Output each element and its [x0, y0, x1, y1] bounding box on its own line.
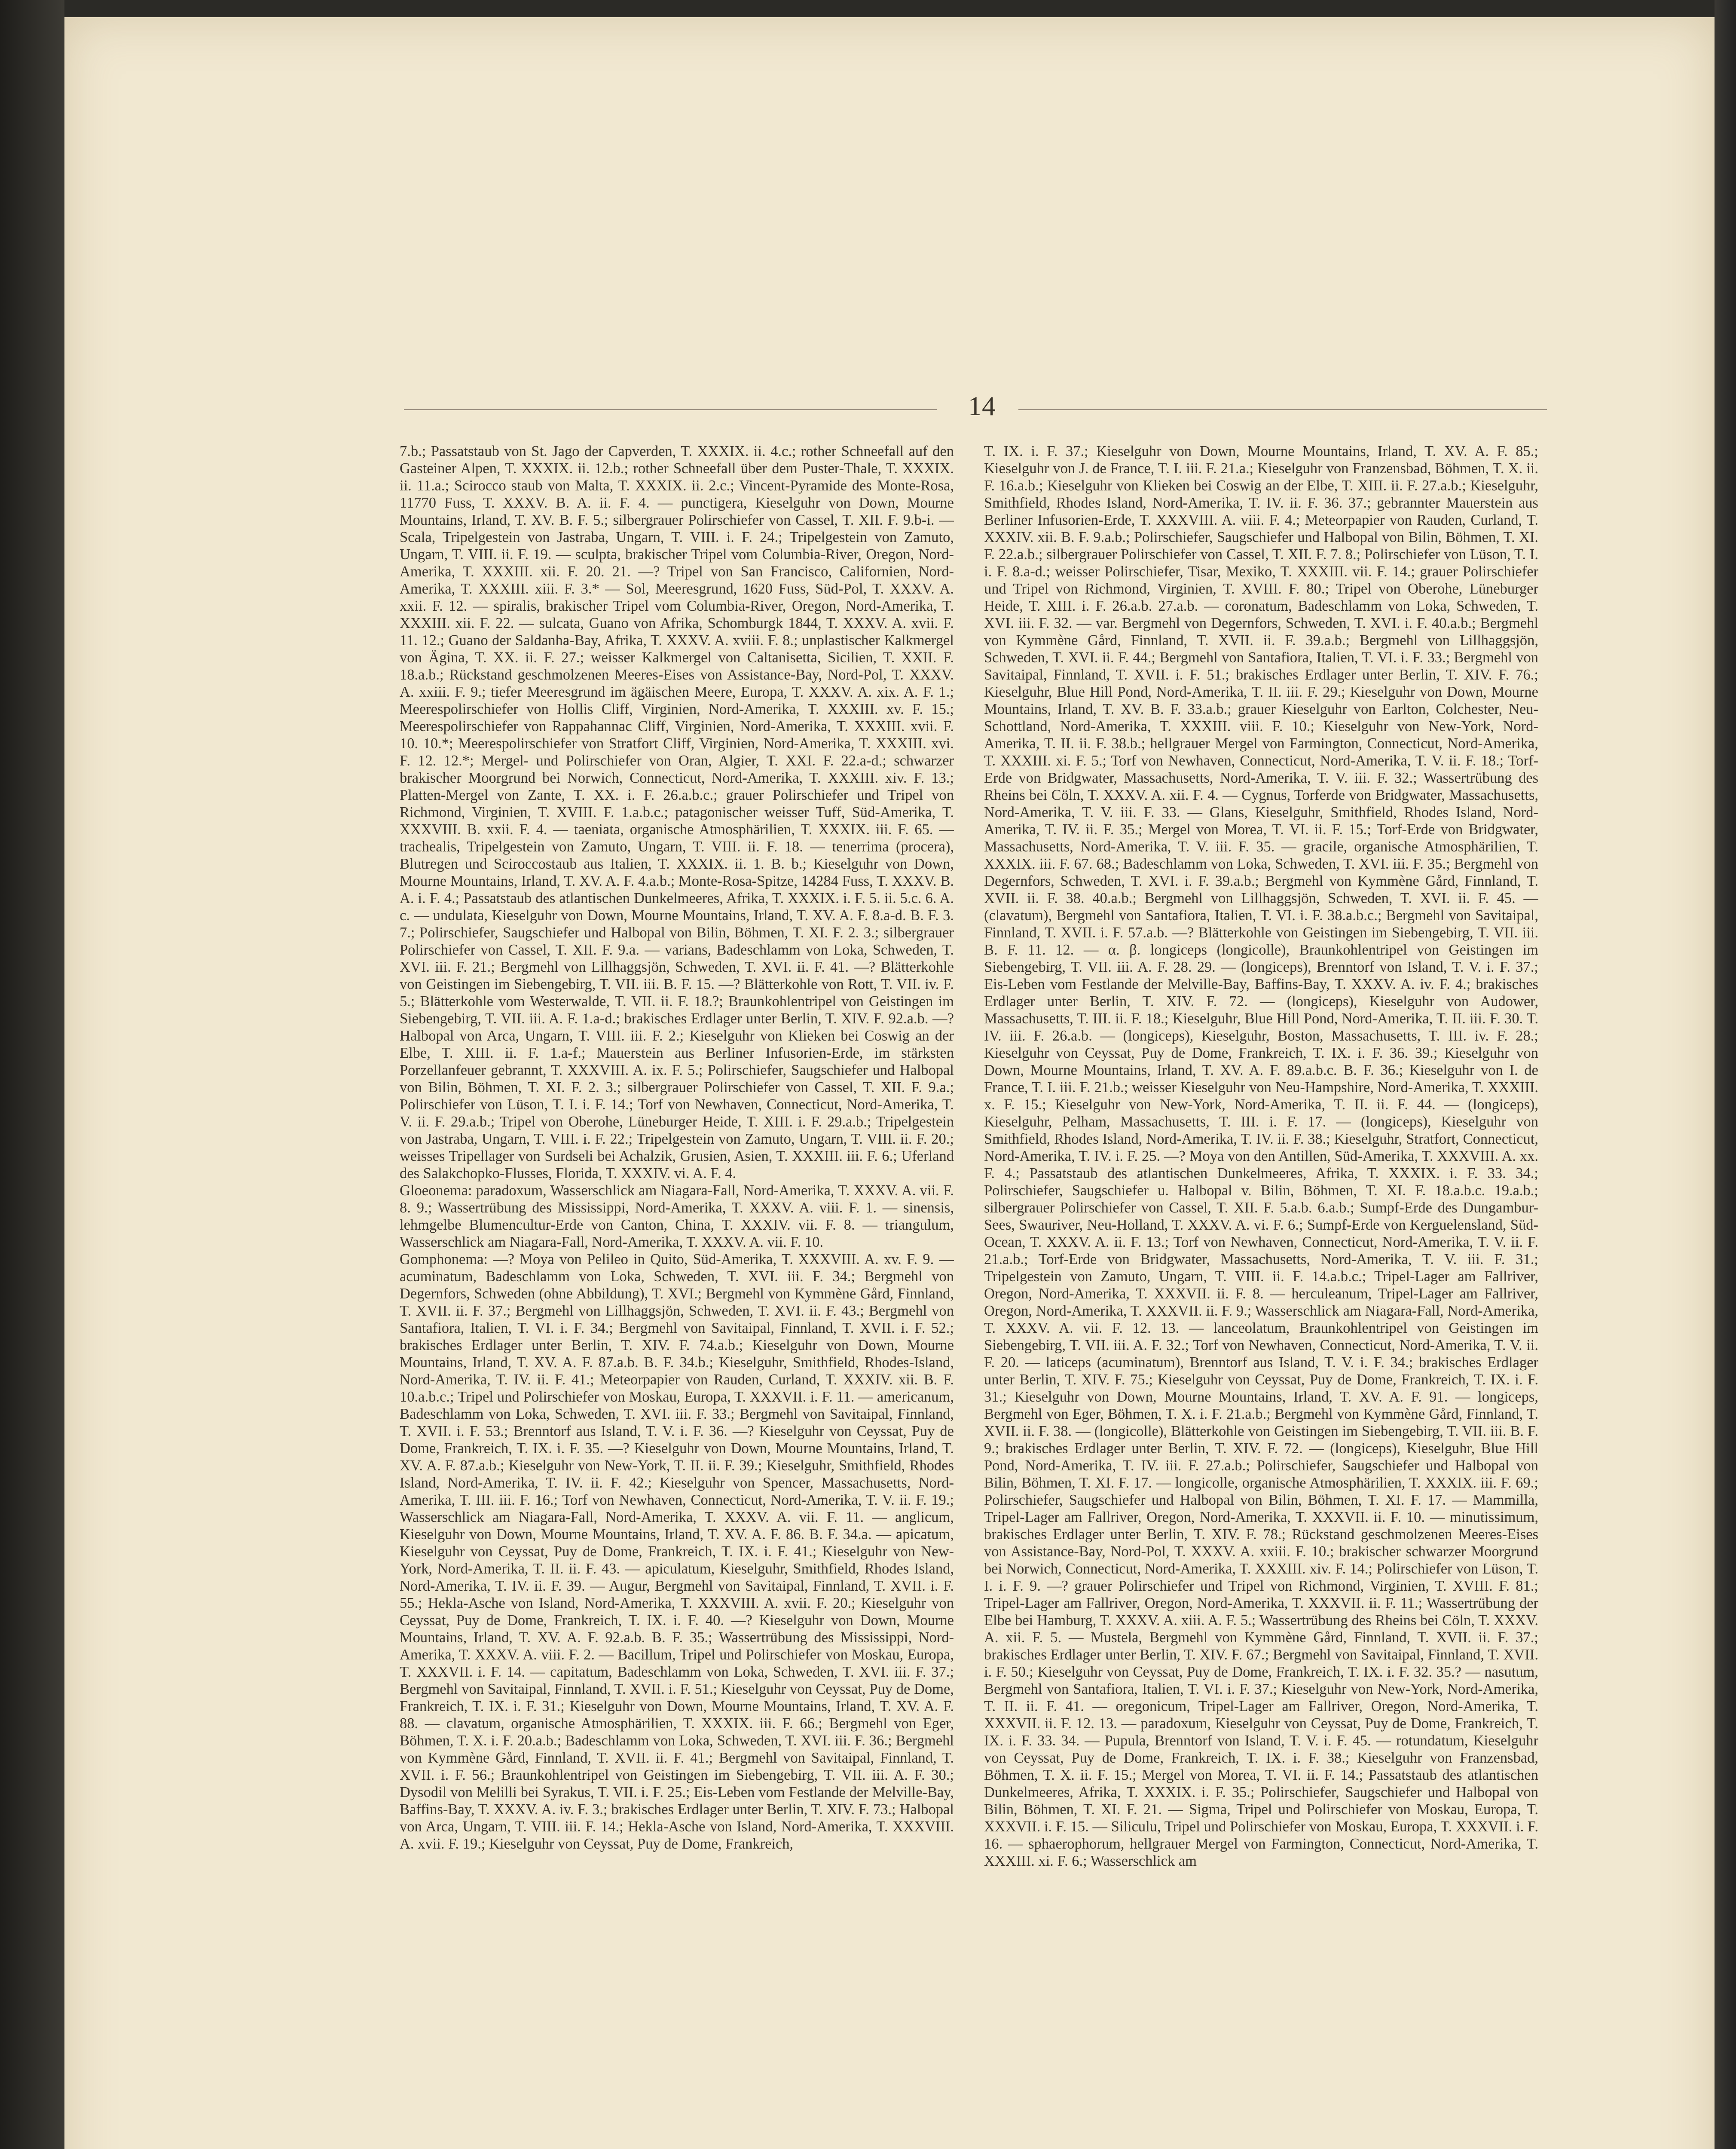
header-rule-right [1018, 409, 1547, 410]
page-number: 14 [968, 391, 996, 421]
scan-border-left [0, 0, 64, 2149]
paragraph: T. IX. i. F. 37.; Kieselguhr von Down, Mourne Mountains, Irland, T. XV. A. F. 85.; Kieselguhr von J. de France, T. I. iii. F. 21.a.; Kieselguhr von Franzensbad, Böhmen, T. X. ii. F. 16.a.b.; Kieselguhr von Klieken bei Coswig an der Elbe, T. XIII. ii. F. 27.a.b.; Kieselguhr, Smithfield, Rhodes Island, Nord-Amerika, T. IV. ii. F. 36. 37.; gebrannter Mauerstein aus Berliner Infusorien-Erde, T. XXXVIII. A. viii. F. 4.; Meteorpapier von Rauden, Curland, T. XXXIV. xii. B. F. 9.a.b.; Polirschiefer, Saugschiefer und Halbopal von Bilin, Böhmen, T. XI. F. 22.a.b.; silbergrauer Polirschiefer von Cassel, T. XII. F. 7. 8.; Polirschiefer von Lüson, T. I. i. F. 8.a-d.; weisser Polirschiefer, Tisar, Mexiko, T. XXXIII. vii. F. 14.; grauer Polirschiefer und Tripel von Richmond, Virginien, T. XVIII. F. 80.; Tripel von Oberohe, Lüneburger Heide, T. XIII. i. F. 26.a.b. 27.a.b. — coronatum, Badeschlamm von Loka, Schweden, T. XVI. iii. F. 32. — var. Bergmehl von Degernfors, Schweden, T. XVI. i. F. 40.a.b.; Bergmehl von Kymmène Gård, Finnland, T. XVII. ii. F. 39.a.b.; Bergmehl von Lillhaggsjön, Schweden, T. XVI. ii. F. 44.; Bergmehl von Santafiora, Italien, T. VI. i. F. 33.; Bergmehl von Savitaipal, Finnland, T. XVII. i. F. 51.; brakisches Erdlager unter Berlin, T. XIV. F. 76.; Kieselguhr, Blue Hill Pond, Nord-Amerika, T. II. iii. F. 29.; Kieselguhr von Down, Mourne Mountains, Irland, T. XV. B. F. 33.a.b.; grauer Kieselguhr von Earlton, Colchester, Neu-Schottland, Nord-Amerika, T. XXXIII. viii. F. 10.; Kieselguhr von New-York, Nord-Amerika, T. II. ii. F. 38.b.; hellgrauer Mergel von Farmington, Connecticut, Nord-Amerika, T. XXXIII. xi. F. 5.; Torf von Newhaven, Connecticut, Nord-Amerika, T. V. ii. F. 18.; Torf-Erde von Bridgwater, Massachusetts, Nord-Amerika, T. V. iii. F. 32.; Wassertrübung des Rheins bei Cöln, T. XXXV. A. xii. F. 4. — Cygnus, Torferde von Bridgwater, Massachusetts, Nord-Amerika, T. V. iii. F. 33. — Glans, Kieselguhr, Smithfield, Rhodes Island, Nord-Amerika, T. IV. ii. F. 35.; Mergel von Morea, T. VI. ii. F. 15.; Torf-Erde von Bridgwater, Massachusetts, Nord-Amerika, T. V. iii. F. 35. — gracile, organische Atmosphärilien, T. XXXIX. iii. F. 67. 68.; Badeschlamm von Loka, Schweden, T. XVI. iii. F. 35.; Bergmehl von Degernfors, Schweden, T. XVI. i. F. 39.a.b.; Bergmehl von Kymmène Gård, Finnland, T. XVII. ii. F. 38. 40.a.b.; Bergmehl von Lillhaggsjön, Schweden, T. XVI. ii. F. 45. — (clavatum), Bergmehl von Santafiora, Italien, T. VI. i. F. 38.a.b.c.; Bergmehl von Savitaipal, Finnland, T. XVII. i. F. 57.a.b. —? Blätterkohle von Geistingen im Siebengebirg, T. VII. iii. B. F. 11. 12. — α. β. longiceps (longicolle), Braunkohlentripel von Geistingen im Siebengebirg, T. VII. iii. A. F. 28. 29. — (longiceps), Brenntorf von Island, T. V. i. F. 37.; Eis-Leben vom Festlande der Melville-Bay, Baffins-Bay, T. XXXV. A. iv. F. 4.; brakisches Erdlager unter Berlin, T. XIV. F. 72. — (longiceps), Kieselguhr von Audower, Massachusetts, T. III. ii. F. 18.; Kieselguhr, Blue Hill Pond, Nord-Amerika, T. II. iii. F. 30. T. IV. iii. F. 26.a.b. — (longiceps), Kieselguhr, Boston, Massachusetts, T. III. iv. F. 28.; Kieselguhr von Ceyssat, Puy de Dome, Frankreich, T. IX. i. F. 36. 39.; Kieselguhr von Down, Mourne Mountains, Irland, T. XV. A. F. 89.a.b.c. B. F. 36.; Kieselguhr von I. de France, T. I. iii. F. 21.b.; weisser Kieselguhr von Neu-Hampshire, Nord-Amerika, T. XXXIII. x. F. 15.; Kieselguhr von New-York, Nord-Amerika, T. II. ii. F. 44. — (longiceps), Kieselguhr, Pelham, Massachusetts, T. III. i. F. 17. — (longiceps), Kieselguhr von Smithfield, Rhodes Island, Nord-Amerika, T. IV. ii. F. 38.; Kieselguhr, Stratfort, Connecticut, Nord-Amerika, T. IV. i. F. 25. —? Moya von den Antillen, Süd-Amerika, T. XXXVIII. A. xx. F. 4.; Passatstaub des atlantischen Dunkelmeeres, Afrika, T. XXXIX. i. F. 33. 34.; Polirschiefer, Saugschiefer u. Halbopal v. Bilin, Böhmen, T. XI. F. 18.a.b.c. 19.a.b.; silbergrauer Polirschiefer von Cassel, T. XII. F. 5.a.b. 6.a.b.; Sumpf-Erde des Dungambur-Sees, Swauriver, Neu-Holland, T. XXXV. A. vi. F. 6.; Sumpf-Erde von Kerguelensland, Süd-Ocean, T. XXXV. A. ii. F. 13.; Torf von Newhaven, Connecticut, Nord-Amerika, T. V. ii. F. 21.a.b.; Torf-Erde von Bridgwater, Massachusetts, Nord-Amerika, T. V. iii. F. 31.; Tripelgestein von Zamuto, Ungarn, T. VIII. ii. F. 14.a.b.c.; Tripel-Lager am Fallriver, Oregon, Nord-Amerika, T. XXXVII. ii. F. 8. — herculeanum, Tripel-Lager am Fallriver, Oregon, Nord-Amerika, T. XXXVII. ii. F. 9.; Wasserschlick am Niagara-Fall, Nord-Amerika, T. XXXV. A. vii. F. 12. 13. — lanceolatum, Braunkohlentripel von Geistingen im Siebengebirg, T. VII. iii. A. F. 32.; Torf von Newhaven, Connecticut, Nord-Amerika, T. V. ii. F. 20. — laticeps (acuminatum), Brenntorf aus Island, T. V. i. F. 34.; brakisches Erdlager unter Berlin, T. XIV. F. 75.; Kieselguhr von Ceyssat, Puy de Dome, Frankreich, T. IX. i. F. 31.; Kieselguhr von Down, Mourne Mountains, Irland, T. XV. A. F. 91. — longiceps, Bergmehl von Eger, Böhmen, T. X. i. F. 21.a.b.; Bergmehl von Kymmène Gård, Finnland, T. XVII. ii. F. 38. — (longicolle), Blätterkohle von Geistingen im Siebengebirg, T. VII. iii. B. F. 9.; brakisches Erdlager unter Berlin, T. XIV. F. 72. — (longiceps), Kieselguhr, Blue Hill Pond, Nord-Amerika, T. IV. iii. F. 27.a.b.; Polirschiefer, Saugschiefer und Halbopal von Bilin, Böhmen, T. XI. F. 17. — longicolle, organische Atmosphärilien, T. XXXIX. iii. F. 69.; Polirschiefer, Saugschiefer und Halbopal von Bilin, Böhmen, T. XI. F. 17. — Mammilla, Tripel-Lager am Fallriver, Oregon, Nord-Amerika, T. XXXVII. ii. F. 10. — minutissimum, brakisches Erdlager unter Berlin, T. XIV. F. 78.; Rückstand geschmolzenen Meeres-Eises von Assistance-Bay, Nord-Pol, T. XXXV. A. xxiii. F. 10.; brakischer schwarzer Moorgrund bei Norwich, Connecticut, Nord-Amerika, T. XXXIII. xiv. F. 14.; Polirschiefer von Lüson, T. I. i. F. 9. —? grauer Polirschiefer und Tripel von Richmond, Virginien, T. XVIII. F. 81.; Tripel-Lager am Fallriver, Oregon, Nord-Amerika, T. XXXVII. ii. F. 11.; Wassertrübung der Elbe bei Hamburg, T. XXXV. A. xiii. A. F. 5.; Wassertrübung des Rheins bei Cöln, T. XXXV. A. xii. F. 5. — Mustela, Bergmehl von Kymmène Gård, Finnland, T. XVII. ii. F. 37.; brakisches Erdlager unter Berlin, T. XIV. F. 67.; Bergmehl von Savitaipal, Finnland, T. XVII. i. F. 50.; Kieselguhr von Ceyssat, Puy de Dome, Frankreich, T. IX. i. F. 32. 35.? — nasutum, Bergmehl von Santafiora, Italien, T. VI. i. F. 37.; Kieselguhr von New-York, Nord-Amerika, T. II. ii. F. 41. — oregonicum, Tripel-Lager am Fallriver, Oregon, Nord-Amerika, T. XXXVII. ii. F. 12. 13. — paradoxum, Kieselguhr von Ceyssat, Puy de Dome, Frankreich, T. IX. i. F. 33. 34. — Pupula, Brenntorf von Island, T. V. i. F. 45. — rotundatum, Kieselguhr von Ceyssat, Puy de Dome, Frankreich, T. IX. i. F. 38.; Kieselguhr von Franzensbad, Böhmen, T. X. ii. F. 15.; Mergel von Morea, T. VI. ii. F. 14.; Passatstaub des atlantischen Dunkelmeeres, Afrika, T. XXXIX. i. F. 35.; Polirschiefer, Saugschiefer und Halbopal von Bilin, Böhmen, T. XI. F. 21. — Sigma, Tripel und Polirschiefer von Moskau, Europa, T. XXXVII. i. F. 15. — Siliculu, Tripel und Polirschiefer von Moskau, Europa, T. XXXVII. i. F. 16. — sphaerophorum, hellgrauer Mergel von Farmington, Connecticut, Nord-Amerika, T. XXXIII. xi. F. 6.; Wasserschlick am [984, 443, 1538, 1869]
header-rule-left [404, 409, 937, 410]
paragraph: Gloeonema: paradoxum, Wasserschlick am Niagara-Fall, Nord-Amerika, T. XXXV. A. vii. F. 8. 9.; Wassertrübung des Mississippi, Nord-Amerika, T. XXXV. A. viii. F. 1. — sinensis, lehmgelbe Blumencultur-Erde von Canton, China, T. XXXIV. vii. F. 8. — triangulum, Wasserschlick am Niagara-Fall, Nord-Amerika, T. XXXV. A. vii. F. 10. [400, 1182, 954, 1250]
paragraph: Gomphonema: —? Moya von Pelileo in Quito, Süd-Amerika, T. XXXVIII. A. xv. F. 9. — acuminatum, Badeschlamm von Loka, Schweden, T. XVI. iii. F. 34.; Bergmehl von Degernfors, Schweden (ohne Abbildung), T. XVI.; Bergmehl von Kymmène Gård, Finnland, T. XVII. ii. F. 37.; Bergmehl von Lillhaggsjön, Schweden, T. XVI. ii. F. 43.; Bergmehl von Santafiora, Italien, T. VI. i. F. 34.; Bergmehl von Savitaipal, Finnland, T. XVII. i. F. 52.; brakisches Erdlager unter Berlin, T. XIV. F. 74.a.b.; Kieselguhr von Down, Mourne Mountains, Irland, T. XV. A. F. 87.a.b. B. F. 34.b.; Kieselguhr, Smithfield, Rhodes-Island, Nord-Amerika, T. IV. ii. F. 41.; Meteorpapier von Rauden, Curland, T. XXXIV. xii. B. F. 10.a.b.c.; Tripel und Polirschiefer von Moskau, Europa, T. XXXVII. i. F. 11. — americanum, Badeschlamm von Loka, Schweden, T. XVI. iii. F. 33.; Bergmehl von Savitaipal, Finnland, T. XVII. i. F. 53.; Brenntorf aus Island, T. V. i. F. 36. —? Kieselguhr von Ceyssat, Puy de Dome, Frankreich, T. IX. i. F. 35. —? Kieselguhr von Down, Mourne Mountains, Irland, T. XV. A. F. 87.a.b.; Kieselguhr von New-York, T. II. ii. F. 39.; Kieselguhr, Smithfield, Rhodes Island, Nord-Amerika, T. IV. ii. F. 42.; Kieselguhr von Spencer, Massachusetts, Nord-Amerika, T. III. iii. F. 16.; Torf von Newhaven, Connecticut, Nord-Amerika, T. V. ii. F. 19.; Wasserschlick am Niagara-Fall, Nord-Amerika, T. XXXV. A. vii. F. 11. — anglicum, Kieselguhr von Down, Mourne Mountains, Irland, T. XV. A. F. 86. B. F. 34.a. — apicatum, Kieselguhr von Ceyssat, Puy de Dome, Frankreich, T. IX. i. F. 41.; Kieselguhr von New-York, Nord-Amerika, T. II. ii. F. 43. — apiculatum, Kieselguhr, Smithfield, Rhodes Island, Nord-Amerika, T. IV. ii. F. 39. — Augur, Bergmehl von Savitaipal, Finnland, T. XVII. i. F. 55.; Hekla-Asche von Island, Nord-Amerika, T. XXXVIII. A. xvii. F. 20.; Kieselguhr von Ceyssat, Puy de Dome, Frankreich, T. IX. i. F. 40. —? Kieselguhr von Down, Mourne Mountains, Irland, T. XV. A. F. 92.a.b. B. F. 35.; Wassertrübung des Mississippi, Nord-Amerika, T. XXXV. A. viii. F. 2. — Bacillum, Tripel und Polirschiefer von Moskau, Europa, T. XXXVII. i. F. 14. — capitatum, Badeschlamm von Loka, Schweden, T. XVI. iii. F. 37.; Bergmehl von Savitaipal, Finnland, T. XVII. i. F. 51.; Kieselguhr von Ceyssat, Puy de Dome, Frankreich, T. IX. i. F. 31.; Kieselguhr von Down, Mourne Mountains, Irland, T. XV. A. F. 88. — clavatum, organische Atmosphärilien, T. XXXIX. iii. F. 66.; Bergmehl von Eger, Böhmen, T. X. i. F. 20.a.b.; Badeschlamm von Loka, Schweden, T. XVI. iii. F. 36.; Bergmehl von Kymmène Gård, Finnland, T. XVII. ii. F. 41.; Bergmehl von Savitaipal, Finnland, T. XVII. i. F. 56.; Braunkohlentripel von Geistingen im Siebengebirg, T. VII. iii. A. F. 30.; Dysodil von Melilli bei Syrakus, T. VII. i. F. 25.; Eis-Leben vom Festlande der Melville-Bay, Baffins-Bay, T. XXXV. A. iv. F. 3.; brakisches Erdlager unter Berlin, T. XIV. F. 73.; Halbopal von Arca, Ungarn, T. VIII. iii. F. 14.; Hekla-Asche von Island, Nord-Amerika, T. XXXVIII. A. xvii. F. 19.; Kieselguhr von Ceyssat, Puy de Dome, Frankreich, [400, 1251, 954, 1852]
left-column [400, 443, 954, 2149]
paragraph: 7.b.; Passatstaub von St. Jago der Capverden, T. XXXIX. ii. 4.c.; rother Schneefall auf den Gasteiner Alpen, T. XXXIX. ii. 12.b.; rother Schneefall über dem Puster-Thale, T. XXXIX. ii. 11.a.; Scirocco staub von Malta, T. XXXIX. ii. 2.c.; Vincent-Pyramide des Monte-Rosa, 11770 Fuss, T. XXXV. B. A. ii. F. 4. — punctigera, Kieselguhr von Down, Mourne Mountains, Irland, T. XV. B. F. 5.; silbergrauer Polirschiefer von Cassel, T. XII. F. 9.b-i. — Scala, Tripelgestein von Jastraba, Ungarn, T. VIII. i. F. 24.; Tripelgestein von Zamuto, Ungarn, T. VIII. ii. F. 19. — sculpta, brakischer Tripel vom Columbia-River, Oregon, Nord-Amerika, T. XXXIII. xii. F. 20. 21. —? Tripel von San Francisco, Californien, Nord-Amerika, T. XXXIII. xiii. F. 3.* — Sol, Meeresgrund, 1620 Fuss, Süd-Pol, T. XXXV. A. xxii. F. 12. — spiralis, brakischer Tripel vom Columbia-River, Oregon, Nord-Amerika, T. XXXIII. xii. F. 22. — sulcata, Guano von Afrika, Schomburgk 1844, T. XXXV. A. xvii. F. 11. 12.; Guano der Saldanha-Bay, Afrika, T. XXXV. A. xviii. F. 8.; unplastischer Kalkmergel von Ägina, T. XX. ii. F. 27.; weisser Kalkmergel von Caltanisetta, Sicilien, T. XXII. F. 18.a.b.; Rückstand geschmolzenen Meeres-Eises von Assistance-Bay, Nord-Pol, T. XXXV. A. xxiii. F. 9.; tiefer Meeresgrund im ägäischen Meere, Europa, T. XXXV. A. xix. A. F. 1.; Meerespolirschiefer von Hollis Cliff, Virginien, Nord-Amerika, T. XXXIII. xv. F. 15.; Meerespolirschiefer von Rappahannac Cliff, Virginien, Nord-Amerika, T. XXXIII. xvii. F. 10. 10.*; Meerespolirschiefer von Stratfort Cliff, Virginien, Nord-Amerika, T. XXXIII. xvi. F. 12. 12.*; Mergel- und Polirschiefer von Oran, Algier, T. XXI. F. 22.a-d.; schwarzer brakischer Moorgrund bei Norwich, Connecticut, Nord-Amerika, T. XXXIII. xiv. F. 13.; Platten-Mergel von Zante, T. XX. i. F. 26.a.b.c.; grauer Polirschiefer und Tripel von Richmond, Virginien, T. XVIII. F. 1.a.b.c.; patagonischer weisser Tuff, Süd-Amerika, T. XXXVIII. B. xxii. F. 4. — taeniata, organische Atmosphärilien, T. XXXIX. iii. F. 65. — trachealis, Tripelgestein von Zamuto, Ungarn, T. VIII. ii. F. 18. — tenerrima (procera), Blutregen und Sciroccostaub aus Italien, T. XXXIX. ii. 1. B. b.; Kieselguhr von Down, Mourne Mountains, Irland, T. XV. A. F. 4.a.b.; Monte-Rosa-Spitze, 14284 Fuss, T. XXXV. B. A. i. F. 4.; Passatstaub des atlantischen Dunkelmeeres, Afrika, T. XXXIX. i. F. 5. ii. 5.c. 6. A. c. — undulata, Kieselguhr von Down, Mourne Mountains, Irland, T. XV. A. F. 8.a-d. B. F. 3. 7.; Polirschiefer, Saugschiefer und Halbopal von Bilin, Böhmen, T. XI. F. 2. 3.; silbergrauer Polirschiefer von Cassel, T. XII. F. 9.a. — varians, Badeschlamm von Loka, Schweden, T. XVI. iii. F. 21.; Bergmehl von Lillhaggsjön, Schweden, T. XVI. ii. F. 41. —? Blätterkohle von Geistingen im Siebengebirg, T. VII. iii. B. F. 15. —? Blätterkohle von Rott, T. VII. iv. F. 5.; Blätterkohle vom Westerwalde, T. VII. ii. F. 18.?; Braunkohlentripel von Geistingen im Siebengebirg, T. VII. iii. A. F. 1.a-d.; brakisches Erdlager unter Berlin, T. XIV. F. 92.a.b. —? Halbopal von Arca, Ungarn, T. VIII. iii. F. 2.; Kieselguhr von Klieken bei Coswig an der Elbe, T. XIII. ii. F. 1.a-f.; Mauerstein aus Berliner Infusorien-Erde, im stärksten Porzellanfeuer gebrannt, T. XXXVIII. A. ix. F. 5.; Polirschiefer, Saugschiefer und Halbopal von Bilin, Böhmen, T. XI. F. 2. 3.; silbergrauer Polirschiefer von Cassel, T. XII. F. 9.a.; Polirschiefer von Lüson, T. I. i. F. 14.; Torf von Newhaven, Connecticut, Nord-Amerika, T. V. ii. F. 29.a.b.; Tripel von Oberohe, Lüneburger Heide, T. XIII. i. F. 29.a.b.; Tripelgestein von Jastraba, Ungarn, T. VIII. i. F. 22.; Tripelgestein von Zamuto, Ungarn, T. VIII. ii. F. 20.; weisses Tripellager von Surdseli bei Achalzik, Grusien, Asien, T. XXXIII. iii. F. 6.; Uferland des Salakchopko-Flusses, Florida, T. XXXIV. vi. A. F. 4. [400, 443, 954, 1182]
scan-border-right [1715, 0, 1736, 2149]
right-column [984, 443, 1538, 2149]
